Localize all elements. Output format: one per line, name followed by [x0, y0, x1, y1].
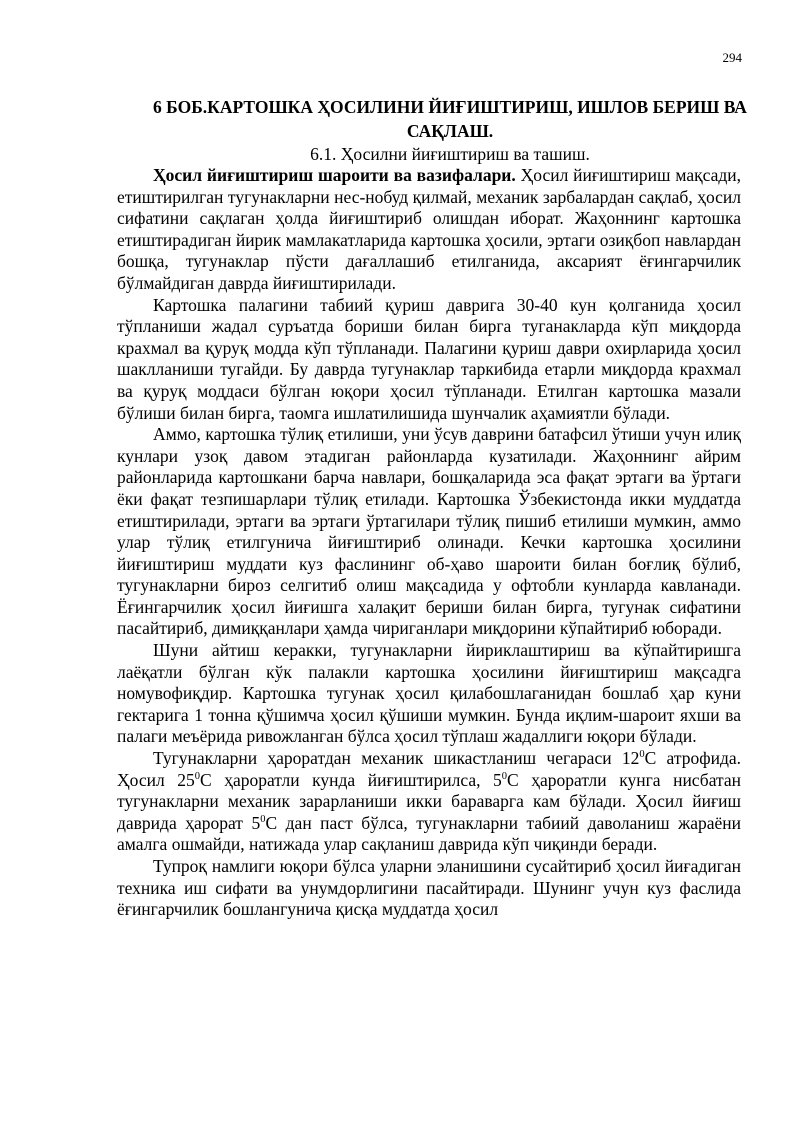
body-text: [117, 165, 741, 921]
paragraph-5-part-c: С ҳароратли кунда йиғиштирилса, 5: [200, 769, 502, 790]
page-number: 294: [722, 50, 742, 65]
paragraph-5: [117, 748, 741, 856]
paragraph-5-part-e: С дан паст бўлса, тугунакларни табиий даволаниш жараёни амалга ошмайди, натижада улар сақланиш даврида кўп чиқинди беради.: [117, 812, 741, 855]
degree-superscript: 0: [194, 770, 200, 782]
paragraph-4: Шуни айтиш керакки, тугунакларни йириклаштириш ва кўпайтиришга лаёқатли бўлган кўк палакли картошка ҳосилини йиғиштириш мақсадга номувофиқдир. Картошка тугунак ҳосил қилабошлаганидан бошлаб ҳар куни гектарига 1 тонна қўшимча ҳосил қўшиши мумкин. Бунда иқлим-шароит яхши ва палаги меъёрида ривожланган бўлса ҳосил тўплаш жадаллиги юқори бўлади.: [117, 640, 741, 747]
degree-superscript: 0: [639, 749, 645, 761]
paragraph-5-part-a: Тугунакларни ҳароратдан механик шикастланиш чегараси 12: [153, 748, 640, 769]
paragraph-3: Аммо, картошка тўлиқ етилиши, уни ўсув даврини батафсил ўтиши учун илиқ кунлари узоқ давом этадиган районларда кузатилади. Жаҳоннинг айрим районларида картошкани барча навлари, бошқаларида эса фақат эртаги ва ўртаги ёки фақат тезпишарлари тўлиқ етилади. Картошка Ўзбекистонда икки муддатда етиштирилади, эртаги ва эртаги ўртагилари тўлиқ пишиб етилиши мумкин, аммо улар тўлиқ етилгунича йиғиштириб олинади. Кечки картошка ҳосилини йиғиштириш муддати куз фаслининг об-ҳаво шароити билан боғлиқ бўлиб, тугунакларни бироз селгитиб олиш мақсадида у офтобли кунларда кавланади. Ёғингарчилик ҳосил йиғишга халақит бериши билан бирга, тугунак сифатини пасайтириб, димиққанлари ҳамда чириганлари миқдорини кўпайтириб юборади.: [117, 424, 741, 639]
paragraph-6: Тупроқ намлиги юқори бўлса уларни эланишини сусайтириб ҳосил йиғадиган техника иш сифати ва унумдорлигини пасайтиради. Шунинг учун куз фаслида ёғингарчилик бошлангунича қисқа муддатда ҳосил: [117, 856, 741, 920]
paragraph-1-text: Ҳосил йиғиштириш мақсади, етиштирилган тугунакларни нес-нобуд қилмай, механик зарбалардан сақлаб, ҳосил сифатини сақлаган ҳолда йиғиштириб олишдан иборат. Жаҳоннинг картошка етиштирадиган йирик мамлакатларида картошка ҳосили, эртаги озиқбоп навлардан бошқа, тугунаклар пўсти дағаллашиб етилганида, аксарият ёғингарчилик бўлмайдиган даврда йиғиштирилади.: [117, 165, 741, 293]
paragraph-lead-heading: Ҳосил йиғиштириш шароити ва вазифалари.: [153, 165, 516, 185]
chapter-title: 6 БОБ.КАРТОШКА ҲОСИЛИНИ ЙИҒИШТИРИШ, ИШЛОВ БЕРИШ ВА САҚЛАШ.: [153, 97, 747, 141]
degree-superscript: 0: [501, 770, 508, 782]
paragraph-5-part-d: С ҳароратли кунга нисбатан тугунакларни механик зарарланиши икки бараварга кам бўлади. Ҳосил йиғиш даврида ҳарорат 5: [117, 769, 741, 833]
paragraph-5-part-b: С атрофида. Ҳосил 25: [117, 748, 741, 790]
section-title: 6.1. Ҳосилни йиғиштириш ва ташиш.: [310, 144, 590, 164]
paragraph-1: [117, 165, 741, 295]
degree-superscript: 0: [260, 813, 266, 825]
paragraph-2: Картошка палагини табиий қуриш даврига 30-40 кун қолганида ҳосил тўпланиши жадал суръатда бориши билан бирга туганакларда кўп миқдорда крахмал ва қуруқ модда кўп тўпланади. Палагини қуриш даври охирларида ҳосил шаклланиши тугайди. Бу даврда тугунаклар таркибида етарли миқдорда крахмал ва қуруқ моддаси бўлган юқори ҳосил тўпланади. Етилган картошка мазали бўлиши билан бирга, таомга ишлатилишида шунчалик аҳамиятли бўлади.: [117, 294, 741, 423]
